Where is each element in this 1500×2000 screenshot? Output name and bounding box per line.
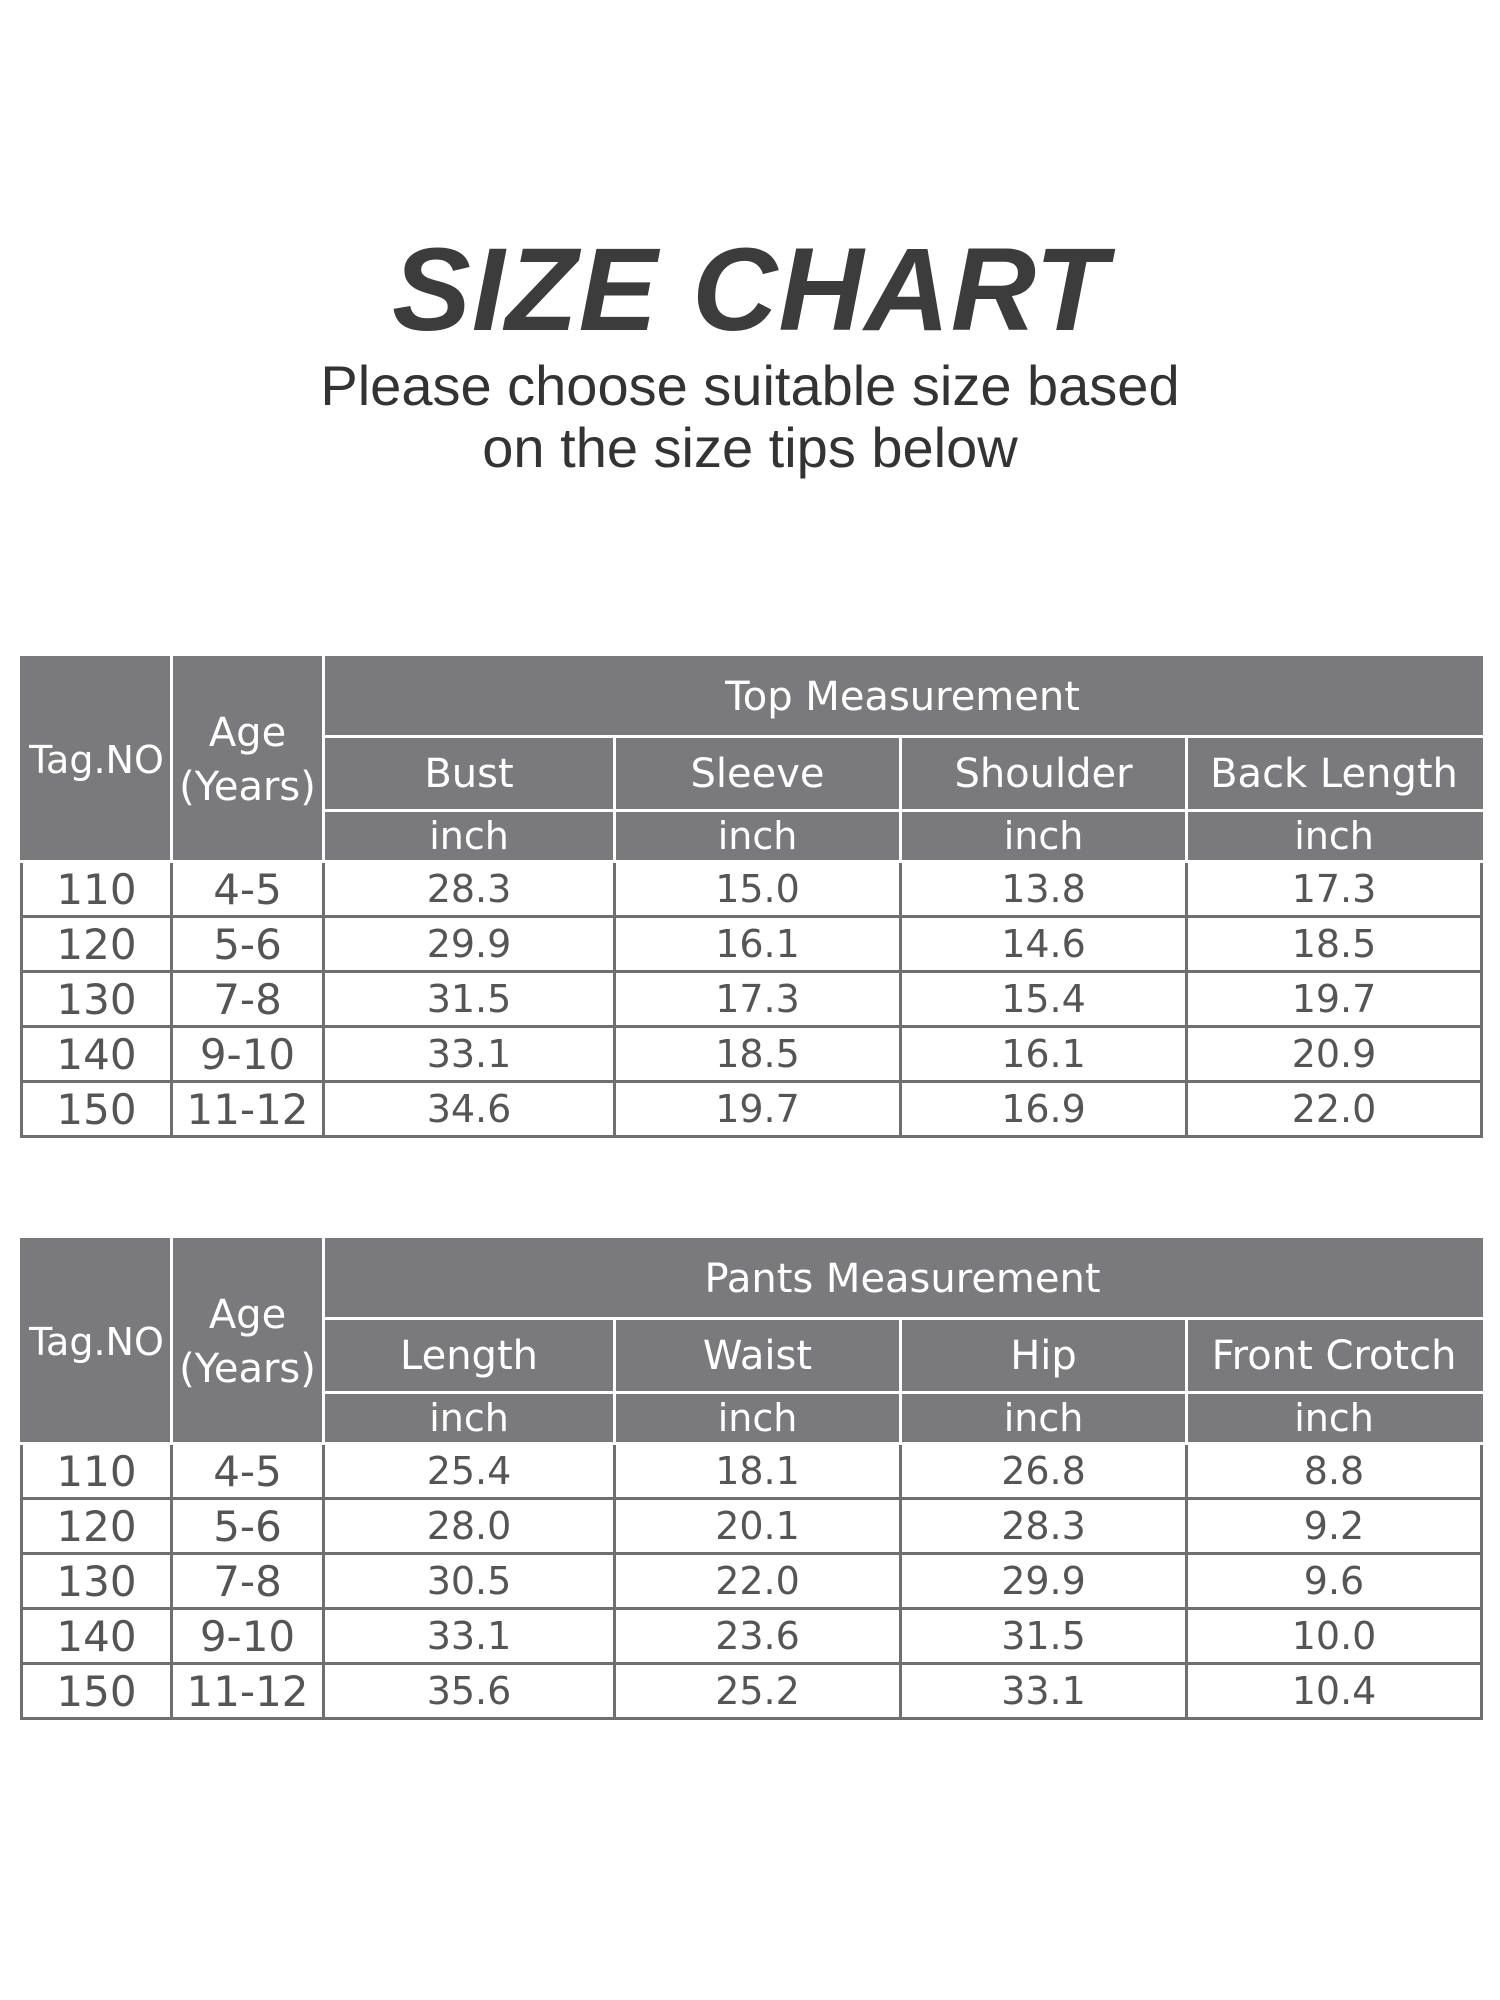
front-crotch-cell: 10.0 [1187,1609,1482,1664]
tag-number-cell: 120 [22,1499,172,1554]
hip-cell: 28.3 [901,1499,1187,1554]
age-cell: 9-10 [172,1609,324,1664]
age-cell: 11-12 [172,1082,324,1137]
age-cell: 5-6 [172,1499,324,1554]
table-row [22,1444,1482,1499]
age-header [172,1240,324,1444]
length-cell: 30.5 [324,1554,615,1609]
table-row [22,1499,1482,1554]
table-row [22,1082,1482,1137]
sleeve-cell: 16.1 [615,917,901,972]
table-row [22,862,1482,917]
waist-cell: 22.0 [615,1554,901,1609]
tag-number-cell: 130 [22,972,172,1027]
back-length-cell: 22.0 [1187,1082,1482,1137]
column-header-hip: Hip [901,1319,1187,1393]
age-cell: 11-12 [172,1664,324,1719]
top-measurement-table [20,656,1483,1138]
front-crotch-cell: 10.4 [1187,1664,1482,1719]
unit-label: inch [615,811,901,862]
waist-cell: 18.1 [615,1444,901,1499]
tag-number-cell: 130 [22,1554,172,1609]
sleeve-cell: 18.5 [615,1027,901,1082]
shoulder-cell: 15.4 [901,972,1187,1027]
age-header [172,658,324,862]
subtitle-line-1: Please choose suitable size based [320,354,1180,417]
column-header-bust: Bust [324,737,615,811]
waist-cell: 25.2 [615,1664,901,1719]
table-row [22,1609,1482,1664]
hip-cell: 26.8 [901,1444,1187,1499]
bust-cell: 28.3 [324,862,615,917]
column-header-length: Length [324,1319,615,1393]
hip-cell: 31.5 [901,1609,1187,1664]
unit-label: inch [1187,1393,1482,1444]
column-header-sleeve: Sleeve [615,737,901,811]
bust-cell: 29.9 [324,917,615,972]
tag-number-header: Tag.NO [22,658,172,862]
age-header-label: Age [208,709,287,756]
sleeve-cell: 17.3 [615,972,901,1027]
front-crotch-cell: 8.8 [1187,1444,1482,1499]
pants-measurement-header: Pants Measurement [324,1240,1482,1319]
back-length-cell: 19.7 [1187,972,1482,1027]
age-cell: 7-8 [172,1554,324,1609]
sleeve-cell: 15.0 [615,862,901,917]
page-subtitle [0,355,1500,479]
pants-measurement-table [20,1238,1483,1720]
front-crotch-cell: 9.6 [1187,1554,1482,1609]
tag-number-cell: 110 [22,862,172,917]
back-length-cell: 17.3 [1187,862,1482,917]
column-header-back-length: Back Length [1187,737,1482,811]
tag-number-cell: 150 [22,1664,172,1719]
table-row [22,1027,1482,1082]
subtitle-line-2: on the size tips below [482,416,1018,479]
tag-number-cell: 120 [22,917,172,972]
sleeve-cell: 19.7 [615,1082,901,1137]
tag-number-cell: 140 [22,1027,172,1082]
unit-label: inch [901,1393,1187,1444]
length-cell: 25.4 [324,1444,615,1499]
waist-cell: 20.1 [615,1499,901,1554]
shoulder-cell: 16.1 [901,1027,1187,1082]
shoulder-cell: 16.9 [901,1082,1187,1137]
unit-label: inch [324,1393,615,1444]
tag-number-cell: 110 [22,1444,172,1499]
age-cell: 9-10 [172,1027,324,1082]
shoulder-cell: 14.6 [901,917,1187,972]
hip-cell: 29.9 [901,1554,1187,1609]
unit-label: inch [901,811,1187,862]
table-row [22,1664,1482,1719]
bust-cell: 31.5 [324,972,615,1027]
column-header-waist: Waist [615,1319,901,1393]
length-cell: 35.6 [324,1664,615,1719]
waist-cell: 23.6 [615,1609,901,1664]
age-cell: 4-5 [172,1444,324,1499]
front-crotch-cell: 9.2 [1187,1499,1482,1554]
table-row [22,972,1482,1027]
age-header-label: Age [208,1291,287,1338]
tag-number-header: Tag.NO [22,1240,172,1444]
top-measurement-header: Top Measurement [324,658,1482,737]
bust-cell: 34.6 [324,1082,615,1137]
unit-label: inch [615,1393,901,1444]
age-header-unit: (Years) [179,763,316,810]
back-length-cell: 20.9 [1187,1027,1482,1082]
column-header-front-crotch: Front Crotch [1187,1319,1482,1393]
age-cell: 4-5 [172,862,324,917]
unit-label: inch [1187,811,1482,862]
unit-label: inch [324,811,615,862]
page-title: SIZE CHART [392,224,1108,356]
tag-number-cell: 150 [22,1082,172,1137]
length-cell: 33.1 [324,1609,615,1664]
age-cell: 5-6 [172,917,324,972]
bust-cell: 33.1 [324,1027,615,1082]
shoulder-cell: 13.8 [901,862,1187,917]
age-header-unit: (Years) [179,1345,316,1392]
column-header-shoulder: Shoulder [901,737,1187,811]
table-row [22,917,1482,972]
tag-number-cell: 140 [22,1609,172,1664]
back-length-cell: 18.5 [1187,917,1482,972]
table-row [22,1554,1482,1609]
age-cell: 7-8 [172,972,324,1027]
hip-cell: 33.1 [901,1664,1187,1719]
length-cell: 28.0 [324,1499,615,1554]
